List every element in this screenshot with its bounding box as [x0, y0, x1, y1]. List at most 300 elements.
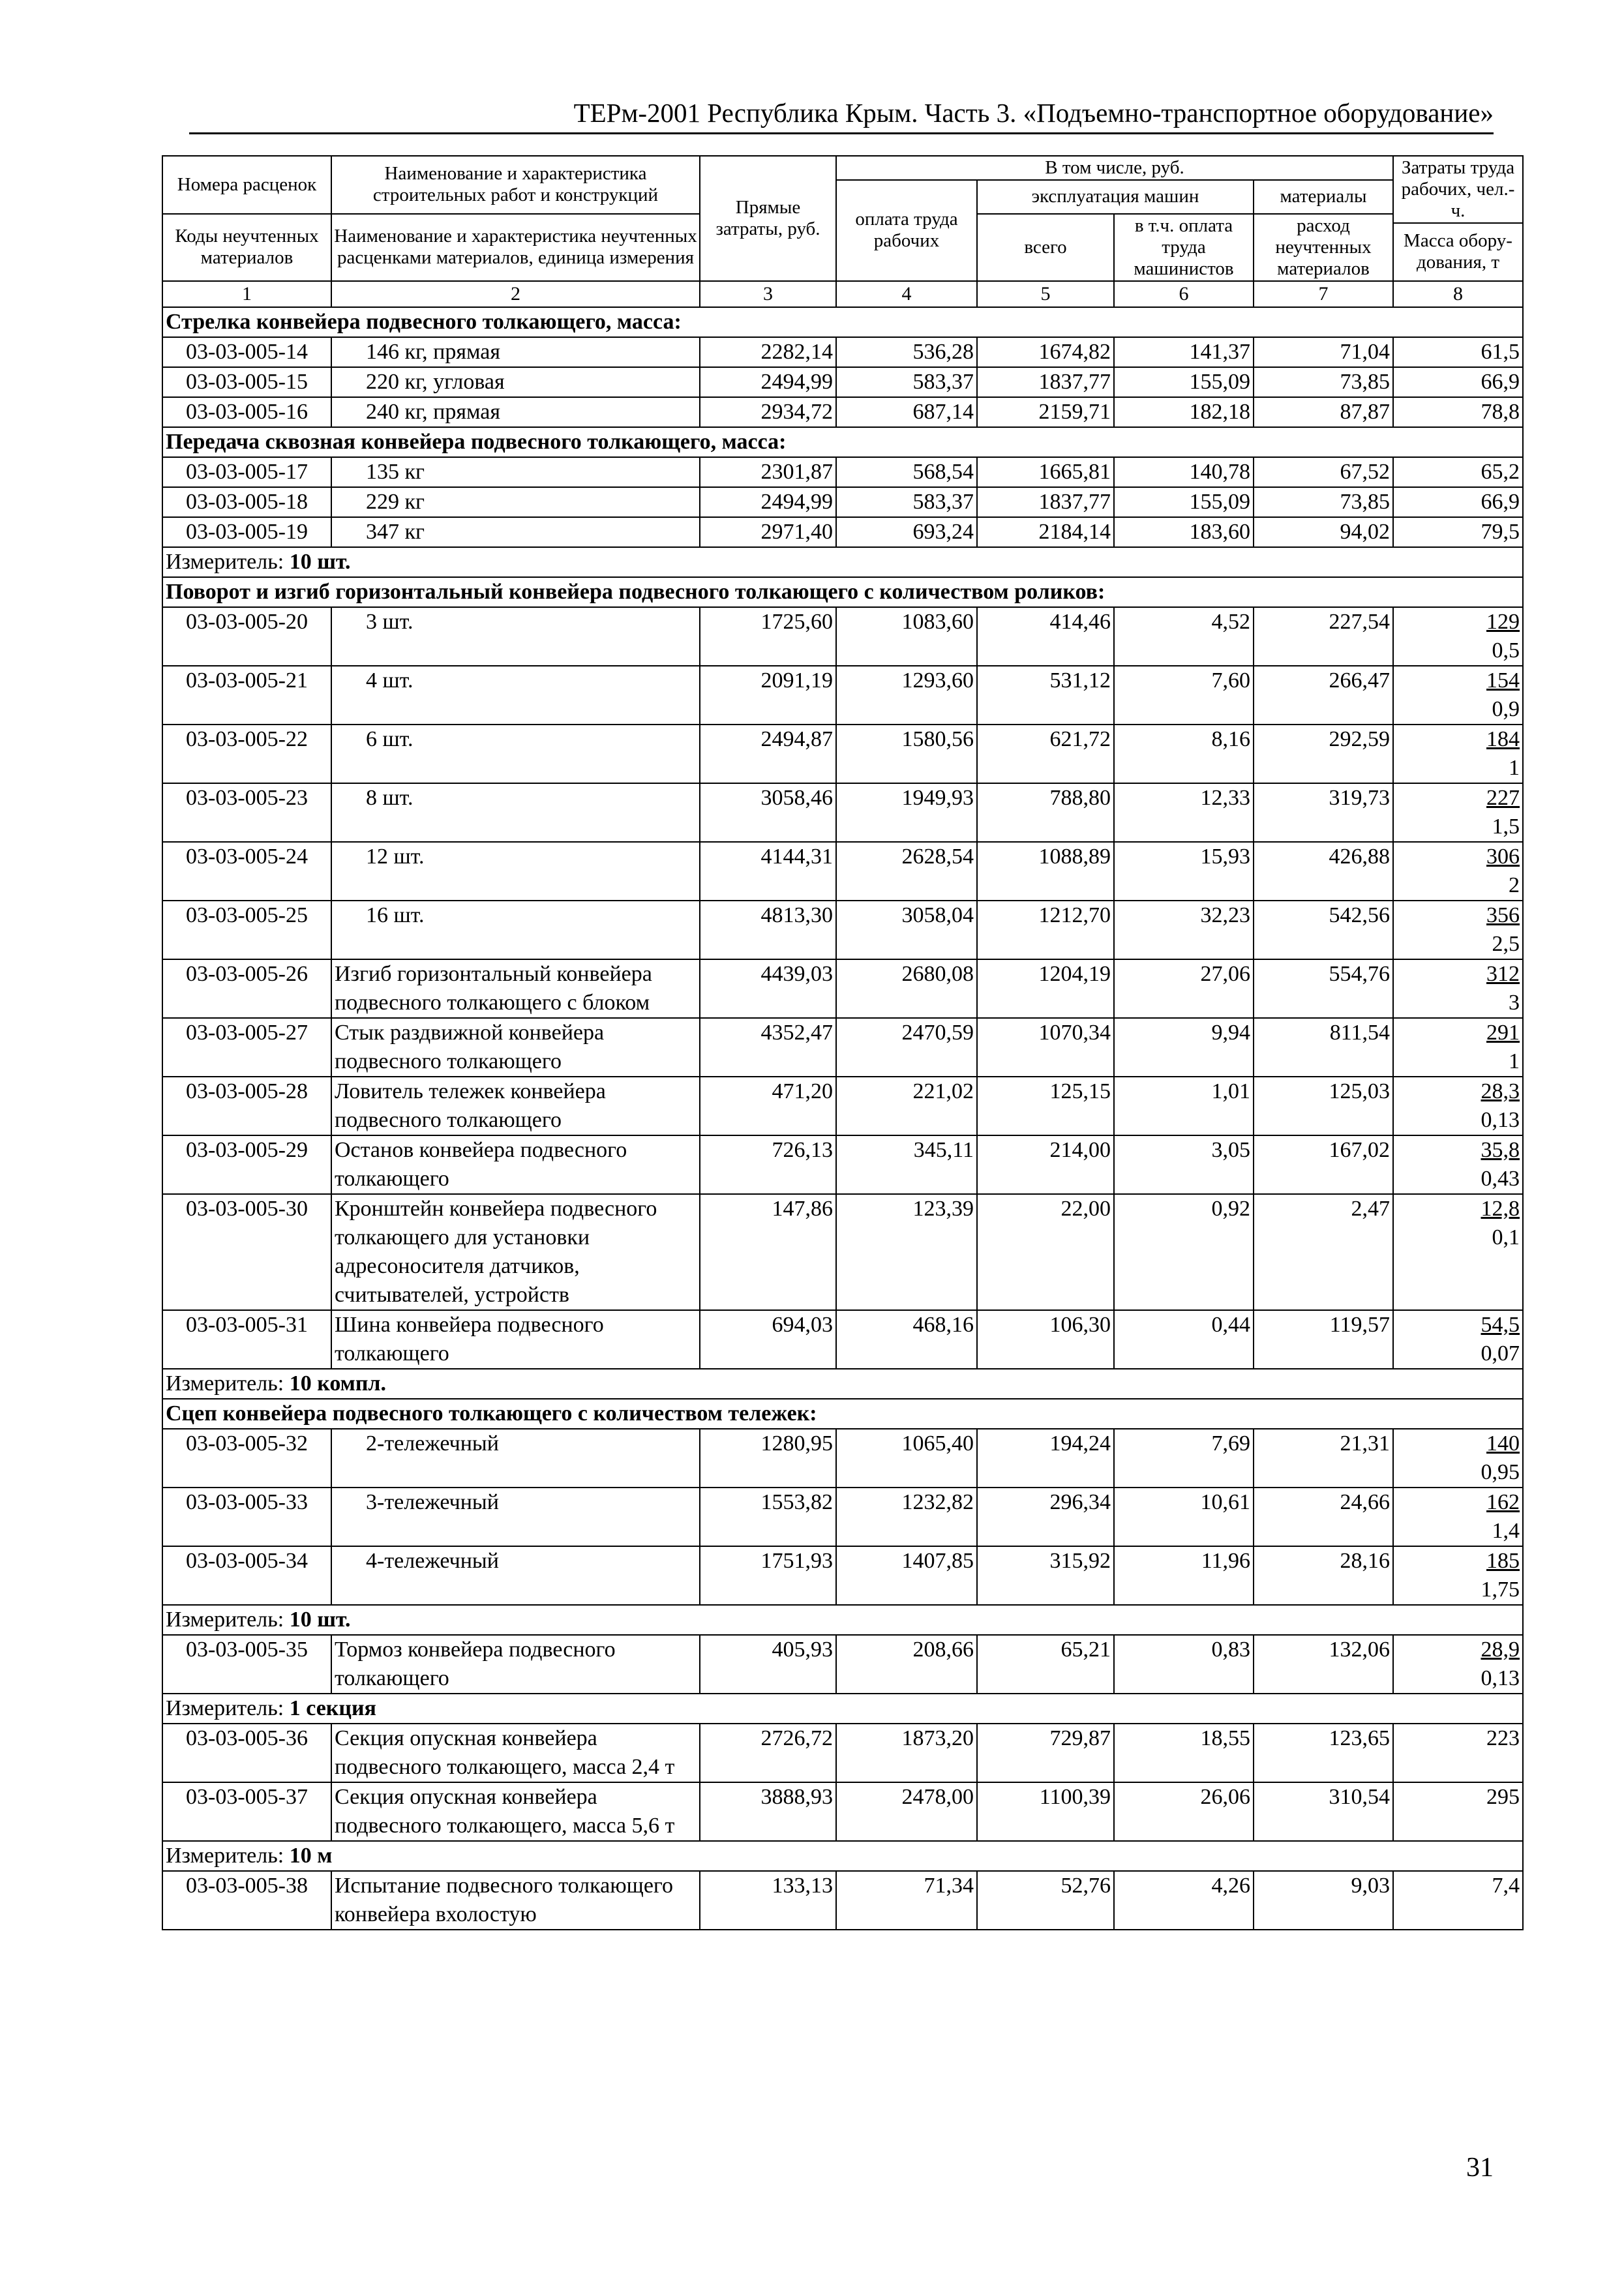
column-number: 7: [1254, 281, 1393, 307]
section-row: [162, 577, 1523, 607]
table-row: [162, 1782, 1523, 1841]
materials-cost: 123,65: [1254, 1724, 1393, 1782]
labor-hours: 227: [1486, 785, 1520, 810]
materials-cost: 73,85: [1254, 487, 1393, 517]
labor-mass-cell: [1393, 666, 1523, 725]
direct-cost: 2301,87: [700, 457, 836, 487]
section-row: [162, 1399, 1523, 1429]
machines-operators-pay: 0,44: [1114, 1310, 1254, 1369]
measure-label: Измеритель:: [166, 1696, 290, 1720]
equipment-mass: 0,13: [1481, 1107, 1520, 1132]
labor-hours: 65,2: [1481, 459, 1520, 484]
rate-name: 146 кг, прямая: [331, 337, 700, 367]
rate-name: 6 шт.: [331, 725, 700, 783]
labor-hours: 28,9: [1481, 1637, 1520, 1662]
machines-operators-pay: 141,37: [1114, 337, 1254, 367]
labor-pay: 583,37: [836, 487, 977, 517]
machines-operators-pay: 7,60: [1114, 666, 1254, 725]
rate-name: 4 шт.: [331, 666, 700, 725]
materials-cost: 542,56: [1254, 901, 1393, 959]
machines-operators-pay: 0,83: [1114, 1635, 1254, 1694]
labor-mass-cell: [1393, 959, 1523, 1018]
equipment-mass: 0,43: [1481, 1166, 1520, 1191]
column-number: 2: [331, 281, 700, 307]
rate-name: 4-тележечный: [331, 1546, 700, 1605]
measure-label: Измеритель:: [166, 1843, 290, 1868]
table-row: [162, 1488, 1523, 1546]
table-row: [162, 607, 1523, 666]
machines-total: 2159,71: [977, 397, 1114, 427]
machines-operators-pay: 9,94: [1114, 1018, 1254, 1077]
measure-row: [162, 1841, 1523, 1871]
column-number: 1: [162, 281, 331, 307]
measure-value: 1 секция: [289, 1696, 376, 1720]
header-rule: [189, 132, 1494, 134]
table-row: [162, 517, 1523, 547]
labor-mass-cell: [1393, 1077, 1523, 1135]
rate-name: Стык раздвижной конвейера подвесного толкающего: [331, 1018, 700, 1077]
equipment-mass: 1: [1509, 1049, 1520, 1073]
measure-unit: [162, 1369, 1523, 1399]
column-numbers-row: [162, 281, 1523, 307]
section-title: Стрелка конвейера подвесного толкающего, масса:: [162, 307, 1523, 337]
measure-unit: [162, 1605, 1523, 1635]
measure-unit: [162, 1694, 1523, 1724]
labor-hours: 306: [1486, 844, 1520, 869]
direct-cost: 3888,93: [700, 1782, 836, 1841]
labor-hours: 162: [1486, 1489, 1520, 1514]
machines-operators-pay: 7,69: [1114, 1429, 1254, 1488]
materials-cost: 319,73: [1254, 783, 1393, 842]
machines-total: 125,15: [977, 1077, 1114, 1135]
materials-cost: 67,52: [1254, 457, 1393, 487]
measure-value: 10 шт.: [289, 549, 351, 574]
equipment-mass: 0,95: [1481, 1459, 1520, 1484]
direct-cost: 133,13: [700, 1871, 836, 1930]
direct-cost: 1280,95: [700, 1429, 836, 1488]
col-code-top: Номера расценок: [162, 156, 331, 214]
materials-cost: 292,59: [1254, 725, 1393, 783]
labor-hours: 66,9: [1481, 489, 1520, 514]
machines-operators-pay: 11,96: [1114, 1546, 1254, 1605]
rate-name: Останов конвейера подвесного толкающего: [331, 1135, 700, 1194]
machines-operators-pay: 15,93: [1114, 842, 1254, 901]
rate-code: 03-03-005-15: [162, 367, 331, 397]
rate-name: 229 кг: [331, 487, 700, 517]
labor-mass-cell: [1393, 1429, 1523, 1488]
machines-operators-pay: 3,05: [1114, 1135, 1254, 1194]
machines-total: 52,76: [977, 1871, 1114, 1930]
table-row: [162, 1135, 1523, 1194]
machines-total: 1100,39: [977, 1782, 1114, 1841]
rate-name: Ловитель тележек конвейера подвесного толкающего: [331, 1077, 700, 1135]
machines-total: 1070,34: [977, 1018, 1114, 1077]
labor-mass-cell: [1393, 783, 1523, 842]
materials-cost: 310,54: [1254, 1782, 1393, 1841]
rate-name: Кронштейн конвейера подвесного толкающего для установки адресоносителя датчиков, считывателей, устройств: [331, 1194, 700, 1310]
labor-mass-cell: [1393, 842, 1523, 901]
labor-hours: 35,8: [1481, 1137, 1520, 1162]
machines-total: 729,87: [977, 1724, 1114, 1782]
labor-pay: 123,39: [836, 1194, 977, 1310]
labor-pay: 208,66: [836, 1635, 977, 1694]
direct-cost: 2282,14: [700, 337, 836, 367]
table-row: [162, 666, 1523, 725]
labor-pay: 1873,20: [836, 1724, 977, 1782]
measure-unit: [162, 547, 1523, 577]
table-row: [162, 1194, 1523, 1310]
machines-total: 1837,77: [977, 367, 1114, 397]
labor-hours: 129: [1486, 609, 1520, 634]
materials-cost: 811,54: [1254, 1018, 1393, 1077]
labor-hours: 295: [1486, 1784, 1520, 1809]
rate-code: 03-03-005-23: [162, 783, 331, 842]
materials-cost: 2,47: [1254, 1194, 1393, 1310]
rate-code: 03-03-005-35: [162, 1635, 331, 1694]
section-row: [162, 307, 1523, 337]
rate-code: 03-03-005-21: [162, 666, 331, 725]
measure-value: 10 м: [289, 1843, 333, 1868]
labor-hours: 7,4: [1492, 1873, 1520, 1898]
equipment-mass: 1,4: [1492, 1518, 1520, 1543]
machines-total: 1212,70: [977, 901, 1114, 959]
section-title: Поворот и изгиб горизонтальный конвейера подвесного толкающего с количеством роликов:: [162, 577, 1523, 607]
measure-row: [162, 547, 1523, 577]
direct-cost: 1553,82: [700, 1488, 836, 1546]
materials-cost: 21,31: [1254, 1429, 1393, 1488]
direct-cost: 4439,03: [700, 959, 836, 1018]
column-number: 5: [977, 281, 1114, 307]
materials-cost: 426,88: [1254, 842, 1393, 901]
machines-total: 621,72: [977, 725, 1114, 783]
machines-operators-pay: 1,01: [1114, 1077, 1254, 1135]
rate-name: Секция опускная конвейера подвесного толкающего, масса 2,4 т: [331, 1724, 700, 1782]
labor-mass-cell: [1393, 1135, 1523, 1194]
machines-total: 531,12: [977, 666, 1114, 725]
direct-cost: 4813,30: [700, 901, 836, 959]
section-title: Передача сквозная конвейера подвесного толкающего, масса:: [162, 427, 1523, 457]
labor-pay: 2680,08: [836, 959, 977, 1018]
table-row: [162, 1077, 1523, 1135]
machines-total: 1088,89: [977, 842, 1114, 901]
rates-table: [162, 155, 1524, 1930]
column-number: 3: [700, 281, 836, 307]
equipment-mass: 1: [1509, 755, 1520, 780]
equipment-mass: 2,5: [1492, 931, 1520, 956]
rate-code: 03-03-005-18: [162, 487, 331, 517]
rate-code: 03-03-005-14: [162, 337, 331, 367]
direct-cost: 3058,46: [700, 783, 836, 842]
machines-total: 1665,81: [977, 457, 1114, 487]
measure-row: [162, 1605, 1523, 1635]
measure-label: Измеритель:: [166, 1607, 290, 1632]
labor-hours: 78,8: [1481, 399, 1520, 424]
labor-hours: 185: [1486, 1548, 1520, 1573]
machines-total: 214,00: [977, 1135, 1114, 1194]
machines-operators-pay: 27,06: [1114, 959, 1254, 1018]
rate-name: 2-тележечный: [331, 1429, 700, 1488]
machines-total: 2184,14: [977, 517, 1114, 547]
col-machines-total: всего: [977, 214, 1114, 281]
labor-pay: 1580,56: [836, 725, 977, 783]
labor-hours: 28,3: [1481, 1079, 1520, 1103]
equipment-mass: 0,1: [1492, 1225, 1520, 1249]
rate-name: Шина конвейера подвесного толкающего: [331, 1310, 700, 1369]
rate-code: 03-03-005-33: [162, 1488, 331, 1546]
rate-name: 3-тележечный: [331, 1488, 700, 1546]
rate-code: 03-03-005-24: [162, 842, 331, 901]
rate-code: 03-03-005-27: [162, 1018, 331, 1077]
direct-cost: 4144,31: [700, 842, 836, 901]
labor-mass-cell: [1393, 901, 1523, 959]
section-row: [162, 427, 1523, 457]
machines-operators-pay: 183,60: [1114, 517, 1254, 547]
materials-cost: 94,02: [1254, 517, 1393, 547]
materials-cost: 227,54: [1254, 607, 1393, 666]
machines-total: 1674,82: [977, 337, 1114, 367]
machines-total: 106,30: [977, 1310, 1114, 1369]
rate-code: 03-03-005-22: [162, 725, 331, 783]
labor-pay: 468,16: [836, 1310, 977, 1369]
materials-cost: 28,16: [1254, 1546, 1393, 1605]
materials-cost: 125,03: [1254, 1077, 1393, 1135]
labor-mass-cell: [1393, 1310, 1523, 1369]
machines-total: 296,34: [977, 1488, 1114, 1546]
table-row: [162, 1429, 1523, 1488]
section-title: Сцеп конвейера подвесного толкающего с количеством тележек:: [162, 1399, 1523, 1429]
direct-cost: 405,93: [700, 1635, 836, 1694]
labor-mass-cell: [1393, 1724, 1523, 1782]
direct-cost: 4352,47: [700, 1018, 836, 1077]
rate-name: Секция опускная конвейера подвесного толкающего, масса 5,6 т: [331, 1782, 700, 1841]
table-row: [162, 1724, 1523, 1782]
machines-total: 1204,19: [977, 959, 1114, 1018]
measure-label: Измеритель:: [166, 1371, 290, 1396]
labor-pay: 568,54: [836, 457, 977, 487]
machines-operators-pay: 26,06: [1114, 1782, 1254, 1841]
rate-code: 03-03-005-32: [162, 1429, 331, 1488]
labor-hours: 79,5: [1481, 519, 1520, 544]
machines-operators-pay: 182,18: [1114, 397, 1254, 427]
machines-operators-pay: 10,61: [1114, 1488, 1254, 1546]
labor-mass-cell: [1393, 1194, 1523, 1310]
table-row: [162, 397, 1523, 427]
col-name-top: Наименование и характеристика строительных работ и конструкций: [331, 156, 700, 214]
table-body: [162, 307, 1523, 1930]
labor-pay: 687,14: [836, 397, 977, 427]
rate-name: 8 шт.: [331, 783, 700, 842]
labor-pay: 1083,60: [836, 607, 977, 666]
machines-operators-pay: 32,23: [1114, 901, 1254, 959]
machines-total: 788,80: [977, 783, 1114, 842]
col-materials-sub: расход неучтенных материалов: [1254, 214, 1393, 281]
machines-operators-pay: 4,52: [1114, 607, 1254, 666]
rate-name: 220 кг, угловая: [331, 367, 700, 397]
machines-operators-pay: 18,55: [1114, 1724, 1254, 1782]
labor-hours: 54,5: [1481, 1312, 1520, 1337]
machines-operators-pay: 8,16: [1114, 725, 1254, 783]
rate-name: 347 кг: [331, 517, 700, 547]
materials-cost: 554,76: [1254, 959, 1393, 1018]
labor-mass-cell: [1393, 1782, 1523, 1841]
column-number: 8: [1393, 281, 1523, 307]
direct-cost: 2726,72: [700, 1724, 836, 1782]
machines-total: 414,46: [977, 607, 1114, 666]
table-row: [162, 1635, 1523, 1694]
table-row: [162, 337, 1523, 367]
col-materials: материалы: [1254, 180, 1393, 214]
equipment-mass: 0,5: [1492, 638, 1520, 663]
col-labor-pay: оплата труда рабочих: [836, 180, 977, 281]
labor-hours: 223: [1486, 1726, 1520, 1750]
labor-pay: 1293,60: [836, 666, 977, 725]
table-row: [162, 1871, 1523, 1930]
column-number: 6: [1114, 281, 1254, 307]
labor-mass-cell: [1393, 1018, 1523, 1077]
rate-code: 03-03-005-19: [162, 517, 331, 547]
rate-name: 16 шт.: [331, 901, 700, 959]
machines-operators-pay: 140,78: [1114, 457, 1254, 487]
labor-pay: 693,24: [836, 517, 977, 547]
machines-operators-pay: 0,92: [1114, 1194, 1254, 1310]
rate-code: 03-03-005-38: [162, 1871, 331, 1930]
direct-cost: 1751,93: [700, 1546, 836, 1605]
rate-code: 03-03-005-34: [162, 1546, 331, 1605]
rate-name: Испытание подвесного толкающего конвейера вхолостую: [331, 1871, 700, 1930]
labor-mass-cell: [1393, 397, 1523, 427]
labor-hours: 12,8: [1481, 1196, 1520, 1221]
rate-code: 03-03-005-28: [162, 1077, 331, 1135]
labor-mass-cell: [1393, 607, 1523, 666]
measure-label: Измеритель:: [166, 549, 290, 574]
labor-hours: 356: [1486, 903, 1520, 927]
rate-name: 12 шт.: [331, 842, 700, 901]
table-row: [162, 367, 1523, 397]
col-labor-bottom: Масса обору-дования, т: [1393, 223, 1523, 281]
rate-name: 240 кг, прямая: [331, 397, 700, 427]
col-direct: Прямые затраты, руб.: [700, 156, 836, 281]
materials-cost: 87,87: [1254, 397, 1393, 427]
direct-cost: 694,03: [700, 1310, 836, 1369]
rate-code: 03-03-005-36: [162, 1724, 331, 1782]
labor-mass-cell: [1393, 1635, 1523, 1694]
equipment-mass: 1,5: [1492, 814, 1520, 839]
machines-operators-pay: 155,09: [1114, 367, 1254, 397]
materials-cost: 266,47: [1254, 666, 1393, 725]
page-header: ТЕРм-2001 Республика Крым. Часть 3. «Подъемно-транспортное оборудование»: [573, 98, 1494, 128]
direct-cost: 2971,40: [700, 517, 836, 547]
column-number: 4: [836, 281, 977, 307]
labor-mass-cell: [1393, 1871, 1523, 1930]
col-name-bottom: Наименование и характеристика неучтенных расценками материалов, единица измерения: [331, 214, 700, 281]
labor-mass-cell: [1393, 367, 1523, 397]
machines-total: 1837,77: [977, 487, 1114, 517]
rate-name: 3 шт.: [331, 607, 700, 666]
equipment-mass: 2: [1509, 873, 1520, 897]
labor-pay: 2470,59: [836, 1018, 977, 1077]
col-incl: В том числе, руб.: [836, 156, 1393, 180]
machines-operators-pay: 12,33: [1114, 783, 1254, 842]
table-row: [162, 487, 1523, 517]
labor-mass-cell: [1393, 487, 1523, 517]
materials-cost: 9,03: [1254, 1871, 1393, 1930]
labor-hours: 312: [1486, 961, 1520, 986]
col-machines: эксплуатация машин: [977, 180, 1254, 214]
rate-code: 03-03-005-17: [162, 457, 331, 487]
table-header: [162, 156, 1523, 307]
materials-cost: 24,66: [1254, 1488, 1393, 1546]
rate-code: 03-03-005-37: [162, 1782, 331, 1841]
labor-pay: 1407,85: [836, 1546, 977, 1605]
equipment-mass: 3: [1509, 990, 1520, 1015]
rate-code: 03-03-005-30: [162, 1194, 331, 1310]
labor-pay: 221,02: [836, 1077, 977, 1135]
col-code-bottom: Коды неучтенных материалов: [162, 214, 331, 281]
rate-name: 135 кг: [331, 457, 700, 487]
table-row: [162, 1310, 1523, 1369]
rate-code: 03-03-005-29: [162, 1135, 331, 1194]
materials-cost: 132,06: [1254, 1635, 1393, 1694]
table-row: [162, 1018, 1523, 1077]
labor-mass-cell: [1393, 725, 1523, 783]
measure-row: [162, 1694, 1523, 1724]
machines-operators-pay: 155,09: [1114, 487, 1254, 517]
labor-mass-cell: [1393, 457, 1523, 487]
machines-total: 22,00: [977, 1194, 1114, 1310]
measure-row: [162, 1369, 1523, 1399]
rate-name: Изгиб горизонтальный конвейера подвесного толкающего с блоком: [331, 959, 700, 1018]
machines-total: 194,24: [977, 1429, 1114, 1488]
labor-pay: 1065,40: [836, 1429, 977, 1488]
direct-cost: 2494,99: [700, 367, 836, 397]
table-row: [162, 725, 1523, 783]
equipment-mass: 0,9: [1492, 696, 1520, 721]
labor-hours: 154: [1486, 668, 1520, 693]
labor-mass-cell: [1393, 517, 1523, 547]
table-row: [162, 457, 1523, 487]
labor-hours: 184: [1486, 726, 1520, 751]
col-labor-top: Затраты труда рабочих, чел.-ч.: [1393, 156, 1523, 223]
measure-value: 10 компл.: [289, 1371, 387, 1396]
direct-cost: 2934,72: [700, 397, 836, 427]
direct-cost: 147,86: [700, 1194, 836, 1310]
equipment-mass: 1,75: [1481, 1577, 1520, 1602]
labor-mass-cell: [1393, 337, 1523, 367]
table-row: [162, 783, 1523, 842]
direct-cost: 2091,19: [700, 666, 836, 725]
equipment-mass: 0,13: [1481, 1666, 1520, 1690]
direct-cost: 726,13: [700, 1135, 836, 1194]
direct-cost: 471,20: [700, 1077, 836, 1135]
direct-cost: 2494,99: [700, 487, 836, 517]
table-row: [162, 959, 1523, 1018]
rate-code: 03-03-005-25: [162, 901, 331, 959]
labor-pay: 2478,00: [836, 1782, 977, 1841]
table-row: [162, 842, 1523, 901]
labor-pay: 2628,54: [836, 842, 977, 901]
materials-cost: 167,02: [1254, 1135, 1393, 1194]
labor-hours: 66,9: [1481, 369, 1520, 394]
measure-unit: [162, 1841, 1523, 1871]
materials-cost: 119,57: [1254, 1310, 1393, 1369]
labor-hours: 140: [1486, 1431, 1520, 1456]
labor-pay: 1232,82: [836, 1488, 977, 1546]
labor-mass-cell: [1393, 1546, 1523, 1605]
direct-cost: 2494,87: [700, 725, 836, 783]
labor-hours: 61,5: [1481, 339, 1520, 364]
labor-hours: 291: [1486, 1020, 1520, 1045]
rate-code: 03-03-005-16: [162, 397, 331, 427]
